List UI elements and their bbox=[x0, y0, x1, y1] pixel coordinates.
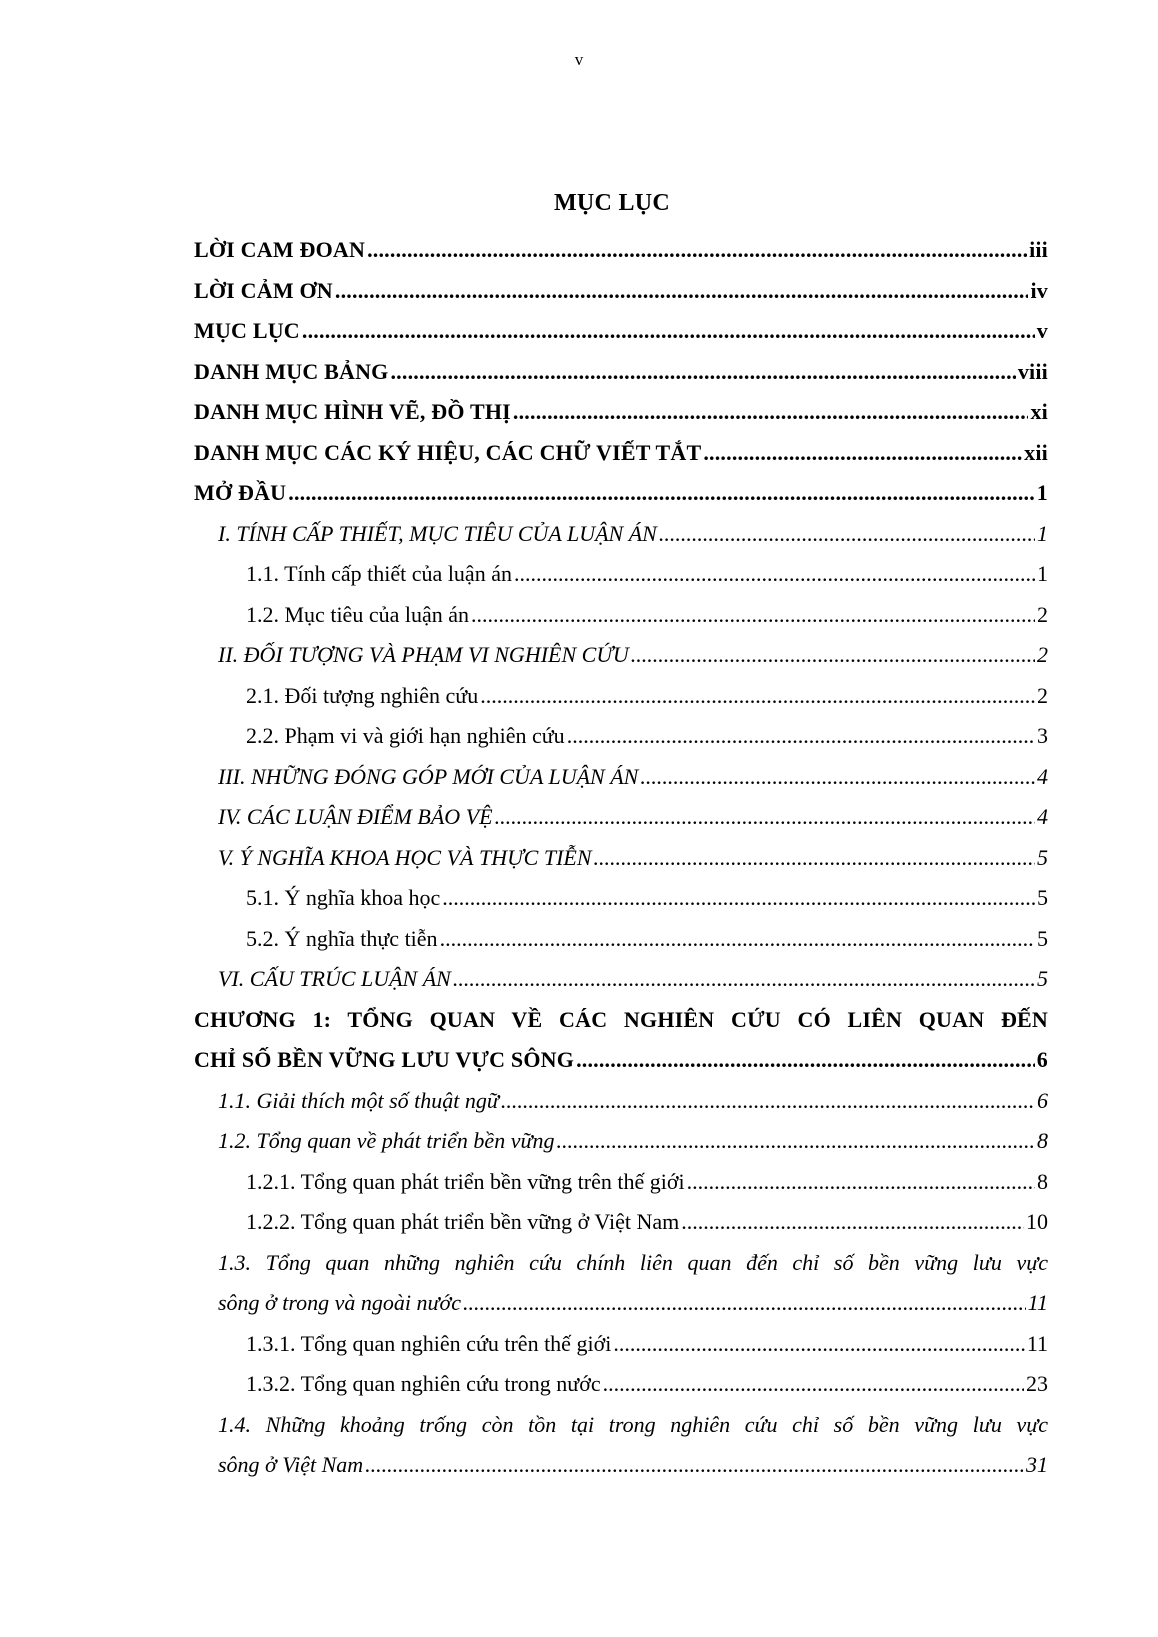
toc-entry-page: 4 bbox=[1037, 804, 1048, 829]
dot-leader bbox=[576, 1040, 1035, 1081]
toc-entry-label: 2.1. Đối tượng nghiên cứu bbox=[246, 682, 479, 708]
toc-entry[interactable] bbox=[194, 473, 1048, 514]
toc-entry-label: 1.3.1. Tổng quan nghiên cứu trên thế giới bbox=[246, 1330, 612, 1356]
toc-entry-label: 5.1. Ý nghĩa khoa học bbox=[246, 885, 441, 910]
dot-leader bbox=[365, 1445, 1024, 1486]
dot-leader bbox=[513, 392, 1029, 433]
toc-entry[interactable] bbox=[194, 878, 1048, 919]
toc-entry[interactable] bbox=[194, 797, 1048, 838]
toc-entry[interactable] bbox=[194, 1445, 1048, 1486]
dot-leader bbox=[471, 595, 1035, 636]
dot-leader bbox=[687, 1162, 1035, 1203]
toc-entry-page: 5 bbox=[1037, 844, 1048, 870]
toc-entry[interactable] bbox=[194, 635, 1048, 676]
dot-leader bbox=[367, 230, 1027, 271]
toc-entry[interactable] bbox=[194, 271, 1048, 312]
toc-entry-label: 1.3.2. Tổng quan nghiên cứu trong nước bbox=[246, 1371, 601, 1396]
toc-entry-label: VI. CẤU TRÚC LUẬN ÁN bbox=[218, 966, 451, 991]
dot-leader bbox=[659, 514, 1035, 555]
toc-entry-label: LỜI CẢM ƠN bbox=[194, 277, 333, 303]
toc-entry[interactable] bbox=[194, 1081, 1048, 1122]
toc-entry-label: MỤC LỤC bbox=[194, 318, 300, 343]
toc-entry-page: iii bbox=[1029, 237, 1048, 262]
toc-entry[interactable] bbox=[194, 676, 1048, 717]
toc-entry[interactable] bbox=[194, 230, 1048, 271]
toc-entry-label-line1[interactable]: 1.3. Tổng quan những nghiên cứu chính liên quan đến chỉ số bền vững lưu vực bbox=[218, 1249, 1048, 1275]
toc-entry[interactable] bbox=[194, 1162, 1048, 1203]
toc-entry-label: 1.2. Tổng quan về phát triển bền vững bbox=[218, 1128, 555, 1153]
toc-entry[interactable] bbox=[194, 311, 1048, 352]
dot-leader bbox=[463, 1283, 1026, 1324]
toc-entry[interactable] bbox=[194, 433, 1048, 474]
toc-entry-label: MỞ ĐẦU bbox=[194, 480, 287, 505]
toc-entry-label: 1.1. Tính cấp thiết của luận án bbox=[246, 561, 512, 586]
dot-leader bbox=[631, 635, 1035, 676]
toc-entry-page: 5 bbox=[1037, 925, 1048, 951]
dot-leader bbox=[390, 352, 1015, 393]
toc-entry-page: 11 bbox=[1026, 1330, 1048, 1356]
toc-entry-label-line1[interactable]: CHƯƠNG 1: TỔNG QUAN VỀ CÁC NGHIÊN CỨU CÓ LIÊN QUAN ĐẾN bbox=[194, 1006, 1048, 1032]
dot-leader bbox=[567, 716, 1035, 757]
dot-leader bbox=[440, 919, 1035, 960]
toc-entry-page: 4 bbox=[1037, 763, 1048, 789]
toc-entry-label: 5.2. Ý nghĩa thực tiễn bbox=[246, 925, 438, 951]
dot-leader bbox=[480, 676, 1035, 717]
toc-entry-label: III. NHỮNG ĐÓNG GÓP MỚI CỦA LUẬN ÁN bbox=[218, 763, 639, 789]
toc-entry-label: sông ở trong và ngoài nước bbox=[218, 1290, 462, 1315]
page-number: v bbox=[574, 50, 584, 69]
toc-entry-page: v bbox=[1036, 318, 1048, 343]
dot-leader bbox=[335, 271, 1029, 312]
toc-entry-label: 1.2.2. Tổng quan phát triển bền vững ở Việt Nam bbox=[246, 1209, 680, 1234]
dot-leader bbox=[594, 838, 1035, 879]
dot-leader bbox=[681, 1202, 1024, 1243]
dot-leader bbox=[453, 959, 1035, 1000]
toc-entry-label: CHỈ SỐ BỀN VỮNG LƯU VỰC SÔNG bbox=[194, 1047, 575, 1072]
toc-entry-label: sông ở Việt Nam bbox=[218, 1452, 364, 1477]
toc-entry[interactable] bbox=[194, 716, 1048, 757]
toc-entry-page: 8 bbox=[1037, 1128, 1048, 1153]
toc-entry-page: 5 bbox=[1037, 966, 1048, 991]
toc-entry[interactable] bbox=[194, 554, 1048, 595]
dot-leader bbox=[613, 1324, 1025, 1365]
toc-entry[interactable] bbox=[194, 838, 1048, 879]
toc-entry-page: iv bbox=[1030, 277, 1048, 303]
table-of-contents bbox=[194, 230, 1048, 1486]
toc-entry-label: II. ĐỐI TƯỢNG VÀ PHẠM VI NGHIÊN CỨU bbox=[218, 642, 629, 667]
toc-entry[interactable] bbox=[194, 757, 1048, 798]
toc-entry-label-line1[interactable]: 1.4. Những khoảng trống còn tồn tại trong nghiên cứu chỉ số bền vững lưu vực bbox=[218, 1411, 1048, 1437]
toc-entry[interactable] bbox=[194, 392, 1048, 433]
toc-entry-page: 2 bbox=[1037, 601, 1048, 627]
toc-entry-page: 1 bbox=[1036, 480, 1048, 505]
dot-leader bbox=[501, 1081, 1035, 1122]
toc-entry-page: 6 bbox=[1037, 1087, 1048, 1113]
toc-entry[interactable] bbox=[194, 1324, 1048, 1365]
dot-leader bbox=[302, 311, 1035, 352]
toc-entry-label: 2.2. Phạm vi và giới hạn nghiên cứu bbox=[246, 723, 565, 748]
dot-leader bbox=[288, 473, 1035, 514]
dot-leader bbox=[556, 1121, 1035, 1162]
dot-leader bbox=[495, 797, 1035, 838]
toc-entry-page: xi bbox=[1030, 399, 1048, 424]
toc-entry-page: 2 bbox=[1037, 682, 1048, 708]
toc-entry[interactable] bbox=[194, 1121, 1048, 1162]
toc-entry-label: 1.2. Mục tiêu của luận án bbox=[246, 601, 469, 627]
toc-entry-label: DANH MỤC CÁC KÝ HIỆU, CÁC CHỮ VIẾT TẮT bbox=[194, 439, 702, 465]
toc-entry-label: DANH MỤC BẢNG bbox=[194, 358, 389, 384]
toc-entry[interactable] bbox=[194, 352, 1048, 393]
dot-leader bbox=[703, 433, 1022, 474]
toc-entry-page: 3 bbox=[1037, 723, 1048, 748]
toc-entry-label: I. TÍNH CẤP THIẾT, MỤC TIÊU CỦA LUẬN ÁN bbox=[218, 520, 657, 546]
page-title: MỤC LỤC bbox=[553, 190, 671, 216]
toc-entry-page: 10 bbox=[1026, 1209, 1048, 1234]
toc-entry[interactable] bbox=[194, 595, 1048, 636]
toc-entry-page: 6 bbox=[1036, 1047, 1048, 1072]
dot-leader bbox=[603, 1364, 1024, 1405]
toc-entry-page: 2 bbox=[1037, 642, 1048, 667]
toc-entry-label: V. Ý NGHĨA KHOA HỌC VÀ THỰC TIỄN bbox=[218, 844, 592, 870]
toc-entry-label: LỜI CAM ĐOAN bbox=[194, 237, 366, 262]
toc-entry-page: 1 bbox=[1037, 520, 1048, 546]
dot-leader bbox=[514, 554, 1035, 595]
toc-entry[interactable] bbox=[194, 919, 1048, 960]
toc-entry[interactable] bbox=[194, 1283, 1048, 1324]
toc-entry-label: 1.1. Giải thích một số thuật ngữ bbox=[218, 1087, 499, 1113]
toc-entry-page: 8 bbox=[1037, 1168, 1048, 1194]
toc-entry-page: 1 bbox=[1037, 561, 1048, 586]
toc-entry[interactable] bbox=[194, 1202, 1048, 1243]
toc-entry-page: viii bbox=[1017, 358, 1048, 384]
toc-entry-page: 23 bbox=[1026, 1371, 1048, 1396]
toc-entry-page: xii bbox=[1024, 439, 1048, 465]
toc-entry[interactable] bbox=[194, 1364, 1048, 1405]
toc-entry-page: 11 bbox=[1027, 1290, 1048, 1315]
dot-leader bbox=[640, 757, 1035, 798]
toc-entry-page: 5 bbox=[1037, 885, 1048, 910]
toc-entry-label: 1.2.1. Tổng quan phát triển bền vững trên thế giới bbox=[246, 1168, 685, 1194]
toc-entry-label: DANH MỤC HÌNH VẼ, ĐỒ THỊ bbox=[194, 399, 511, 424]
toc-entry[interactable] bbox=[194, 1040, 1048, 1081]
toc-entry[interactable] bbox=[194, 514, 1048, 555]
toc-entry-page: 31 bbox=[1026, 1452, 1048, 1477]
toc-entry-label: IV. CÁC LUẬN ĐIỂM BẢO VỆ bbox=[218, 804, 493, 829]
toc-entry[interactable] bbox=[194, 959, 1048, 1000]
dot-leader bbox=[442, 878, 1035, 919]
